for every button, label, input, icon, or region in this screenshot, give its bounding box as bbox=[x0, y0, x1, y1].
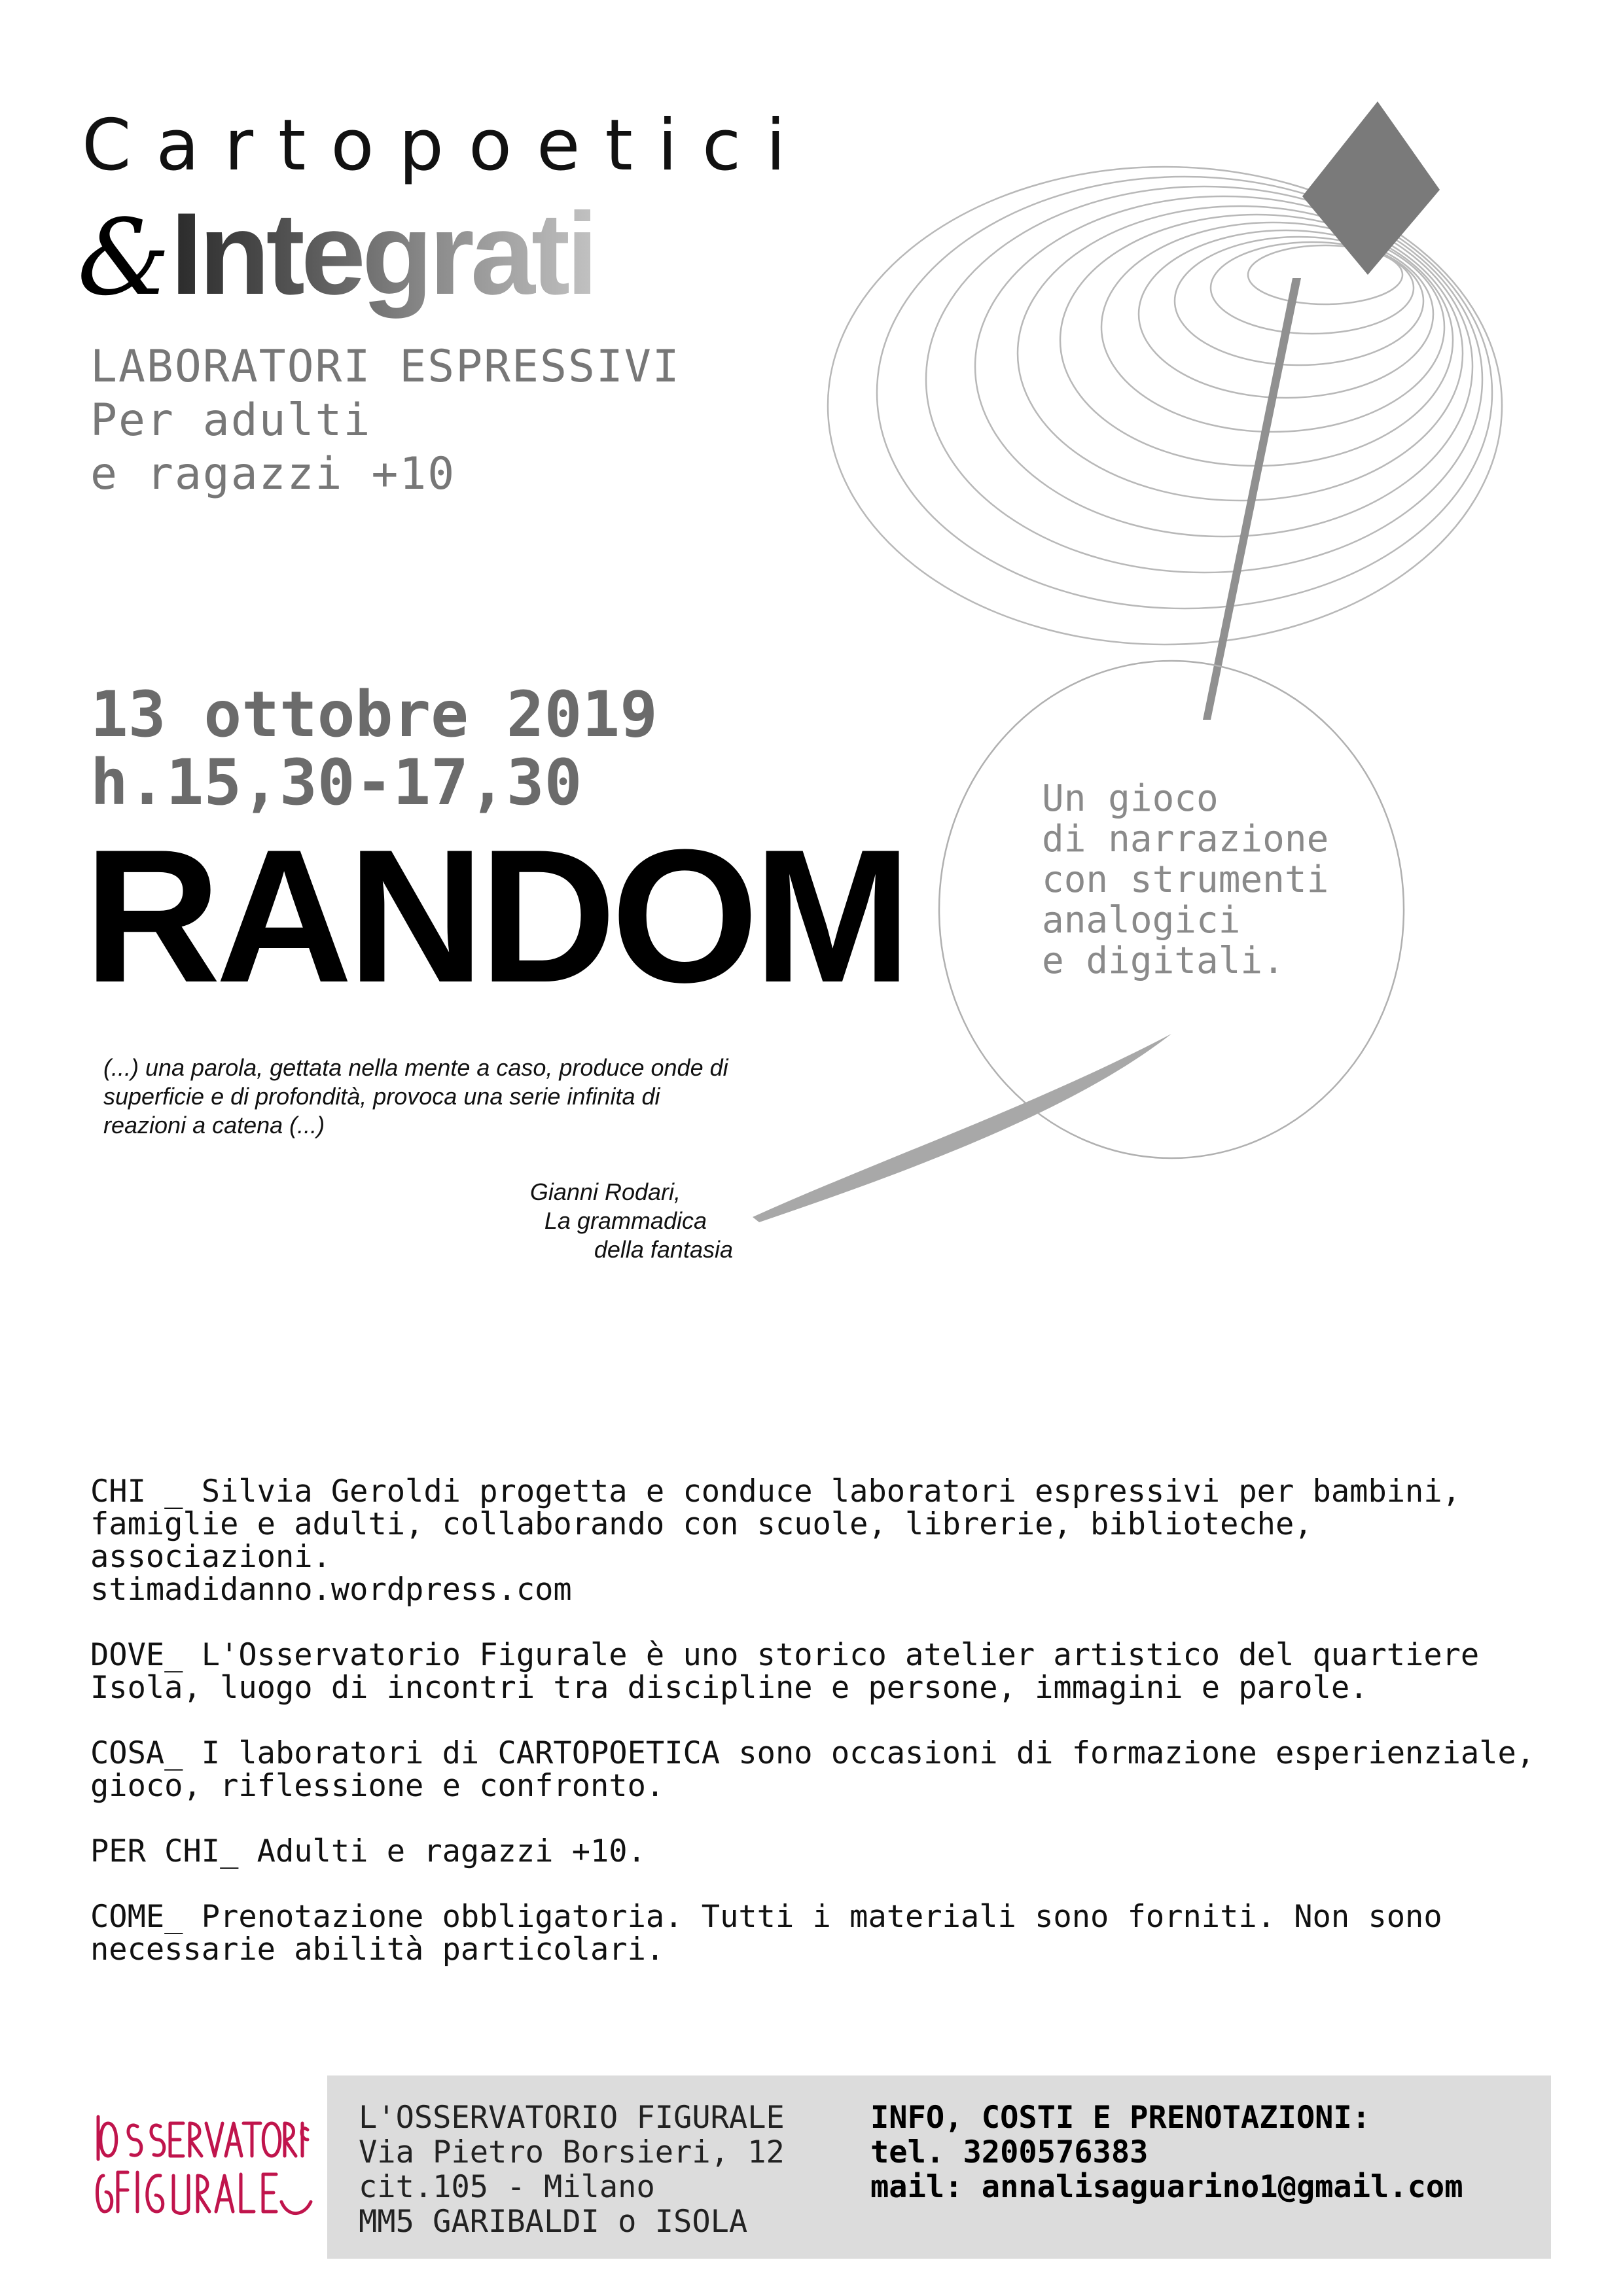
address-line: MM5 GARIBALDI o ISOLA bbox=[359, 2204, 748, 2240]
subtitle-line: LABORATORI ESPRESSIVI bbox=[90, 341, 681, 393]
footer-info bbox=[870, 2100, 1463, 2204]
address-line: L'OSSERVATORIO FIGURALE bbox=[359, 2100, 785, 2136]
footer-address bbox=[359, 2100, 785, 2239]
title-integrati: Integrati bbox=[170, 188, 595, 319]
ampersand: & bbox=[77, 196, 171, 319]
section-come: COME_ Prenotazione obbligatoria. Tutti i materiali sono forniti. Non sono necessarie abilità particolari. bbox=[90, 1899, 1461, 1968]
info-phone[interactable]: tel. 3200576383 bbox=[870, 2134, 1149, 2170]
section-dove: DOVE_ L'Osservatorio Figurale è uno storico atelier artistico del quartiere Isola, luogo di incontri tra discipline e persone, immagini e parole. bbox=[90, 1637, 1498, 1706]
event-date: 13 ottobre 2019 bbox=[90, 678, 658, 751]
section-per-chi: PER CHI_ Adulti e ragazzi +10. bbox=[90, 1833, 646, 1869]
title-integrati-row bbox=[77, 186, 595, 321]
bubble-line: Un gioco bbox=[1042, 777, 1219, 820]
info-title: INFO, COSTI E PRENOTAZIONI: bbox=[870, 2100, 1371, 2136]
bubble-text bbox=[1042, 779, 1329, 981]
event-datetime bbox=[90, 680, 658, 817]
section-chi: CHI _ Silvia Geroldi progetta e conduce laboratori espressivi per bambini, famiglie e adulti, collaborando con scuole, librerie, biblioteche, associazioni. stimadidanno.wordpress.com bbox=[90, 1474, 1461, 1608]
bubble-line: e digitali. bbox=[1042, 940, 1285, 982]
section-cosa: COSA_ I laboratori di CARTOPOETICA sono occasioni di formazione esperienziale, gioco, riflessione e confronto. bbox=[90, 1735, 1554, 1804]
quote-book: La grammadica bbox=[544, 1207, 707, 1234]
quote-book: della fantasia bbox=[594, 1236, 733, 1263]
event-time: h.15,30-17,30 bbox=[90, 746, 582, 819]
address-line: cit.105 - Milano bbox=[359, 2169, 655, 2205]
quote-attribution bbox=[497, 1178, 733, 1264]
needle-shape bbox=[1203, 278, 1301, 720]
brush-stroke bbox=[753, 1034, 1171, 1222]
title-cartopoetici: Cartopoetici bbox=[82, 105, 811, 186]
subtitle-line: Per adulti bbox=[90, 395, 372, 446]
quote-text: (...) una parola, gettata nella mente a caso, produce onde di superficie e di profondità, provoca una serie infinita di reazioni a catena (...) bbox=[103, 1054, 728, 1139]
info-mail[interactable]: mail: annalisaguarino1@gmail.com bbox=[870, 2169, 1463, 2205]
bubble-line: analogici bbox=[1042, 899, 1241, 942]
bubble-line: di narrazione bbox=[1042, 818, 1329, 860]
osservatorio-logo bbox=[92, 2104, 314, 2228]
subtitle bbox=[90, 340, 681, 501]
description-sections bbox=[90, 1475, 1556, 1999]
address-line: Via Pietro Borsieri, 12 bbox=[359, 2134, 785, 2170]
quote-author: Gianni Rodari, bbox=[529, 1178, 681, 1205]
subtitle-line: e ragazzi +10 bbox=[90, 448, 456, 500]
event-title: RANDOM bbox=[84, 810, 906, 1022]
bubble-line: con strumenti bbox=[1042, 858, 1329, 901]
